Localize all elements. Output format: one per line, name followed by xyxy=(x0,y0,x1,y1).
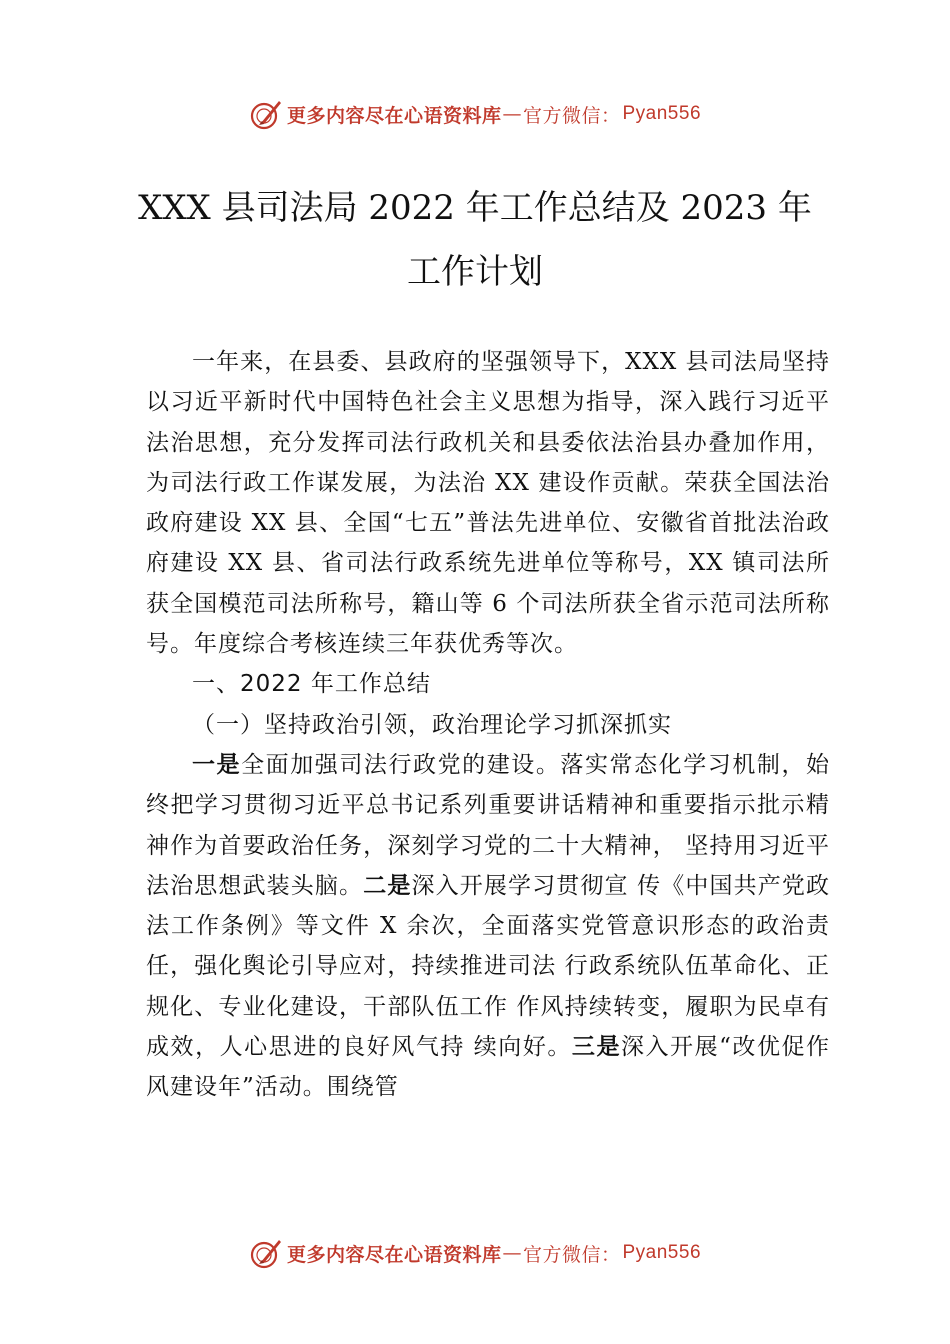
banner-brand-text: 更多内容尽在心语资料库 xyxy=(286,104,502,127)
footer-banner xyxy=(0,1233,950,1273)
document-title-line-2: 工作计划 xyxy=(407,252,543,292)
quill-pen-seal-icon xyxy=(249,1236,283,1270)
banner-wechat-label: 官方微信： xyxy=(522,104,621,127)
document-body xyxy=(146,342,830,1108)
lead-term-2: 二是 xyxy=(363,872,412,899)
quill-pen-seal-icon xyxy=(249,97,283,131)
document-title-line-1: XXX 县司法局 2022 年工作总结及 2023 年 xyxy=(138,188,812,228)
lead-term-3: 三是 xyxy=(571,1034,621,1061)
header-banner xyxy=(0,94,950,134)
subsection-heading: （一）坚持政治引领，政治理论学习抓深抓实 xyxy=(192,711,672,738)
intro-paragraph: 一年来，在县委、县政府的坚强领导下，XXX 县司法局坚持以习近平新时代中国特色社会主义思想为指导，深入践行习近平法治思想，充分发挥司法行政机关和县委依法治县办叠加作用，为司法行政工作谋发展，为法治 XX 建设作贡献。荣获全国法治政府建设 XX 县、全国“七五”普法先进单位、安徽省首批法治政府建设 XX 县、省司法行政系统先进单位等称号，XX 镇司法所获全国模范司法所称号，籍山等 6 个司法所获全省示范司法所称号。年度综合考核连续三年获优秀等次。 xyxy=(146,349,830,658)
banner-separator: — xyxy=(502,1242,522,1264)
paragraph-text-2: 深入开展学习贯彻宣 传《中国共产党政法工作条例》等文件 X 余次，全面落实党管意识形态的政治责任，强化舆论引导应对，持续推进司法 行政系统队伍革命化、正规化、专业化建设，干部队伍工作 作风持续转变，履职为民卓有成效，人心思进的良好风气持 续向好。 xyxy=(146,872,831,1061)
banner-wechat-id: Pyan556 xyxy=(622,103,702,124)
party-building-paragraph xyxy=(146,745,830,1108)
banner-separator: — xyxy=(502,103,522,125)
paragraph-text-1: 全面加强司法行政党的建设。落实常态化学习机制，始终把学习贯彻习近平总书记系列重要讲话精神和重要指示批示精神作为首要政治任务，深刻学习党的二十大精神， 坚持用习近平法治思想武装头脑。 xyxy=(146,751,831,899)
banner-wechat-id: Pyan556 xyxy=(622,1242,702,1263)
paragraph-text-3: 深入开展“改优促作风建设年”活动。围绕管 xyxy=(146,1034,831,1101)
lead-term-1: 一是 xyxy=(192,751,242,778)
section-heading: 一、2022 年工作总结 xyxy=(192,671,431,698)
banner-wechat-label: 官方微信： xyxy=(522,1243,621,1266)
banner-brand-text: 更多内容尽在心语资料库 xyxy=(286,1243,502,1266)
